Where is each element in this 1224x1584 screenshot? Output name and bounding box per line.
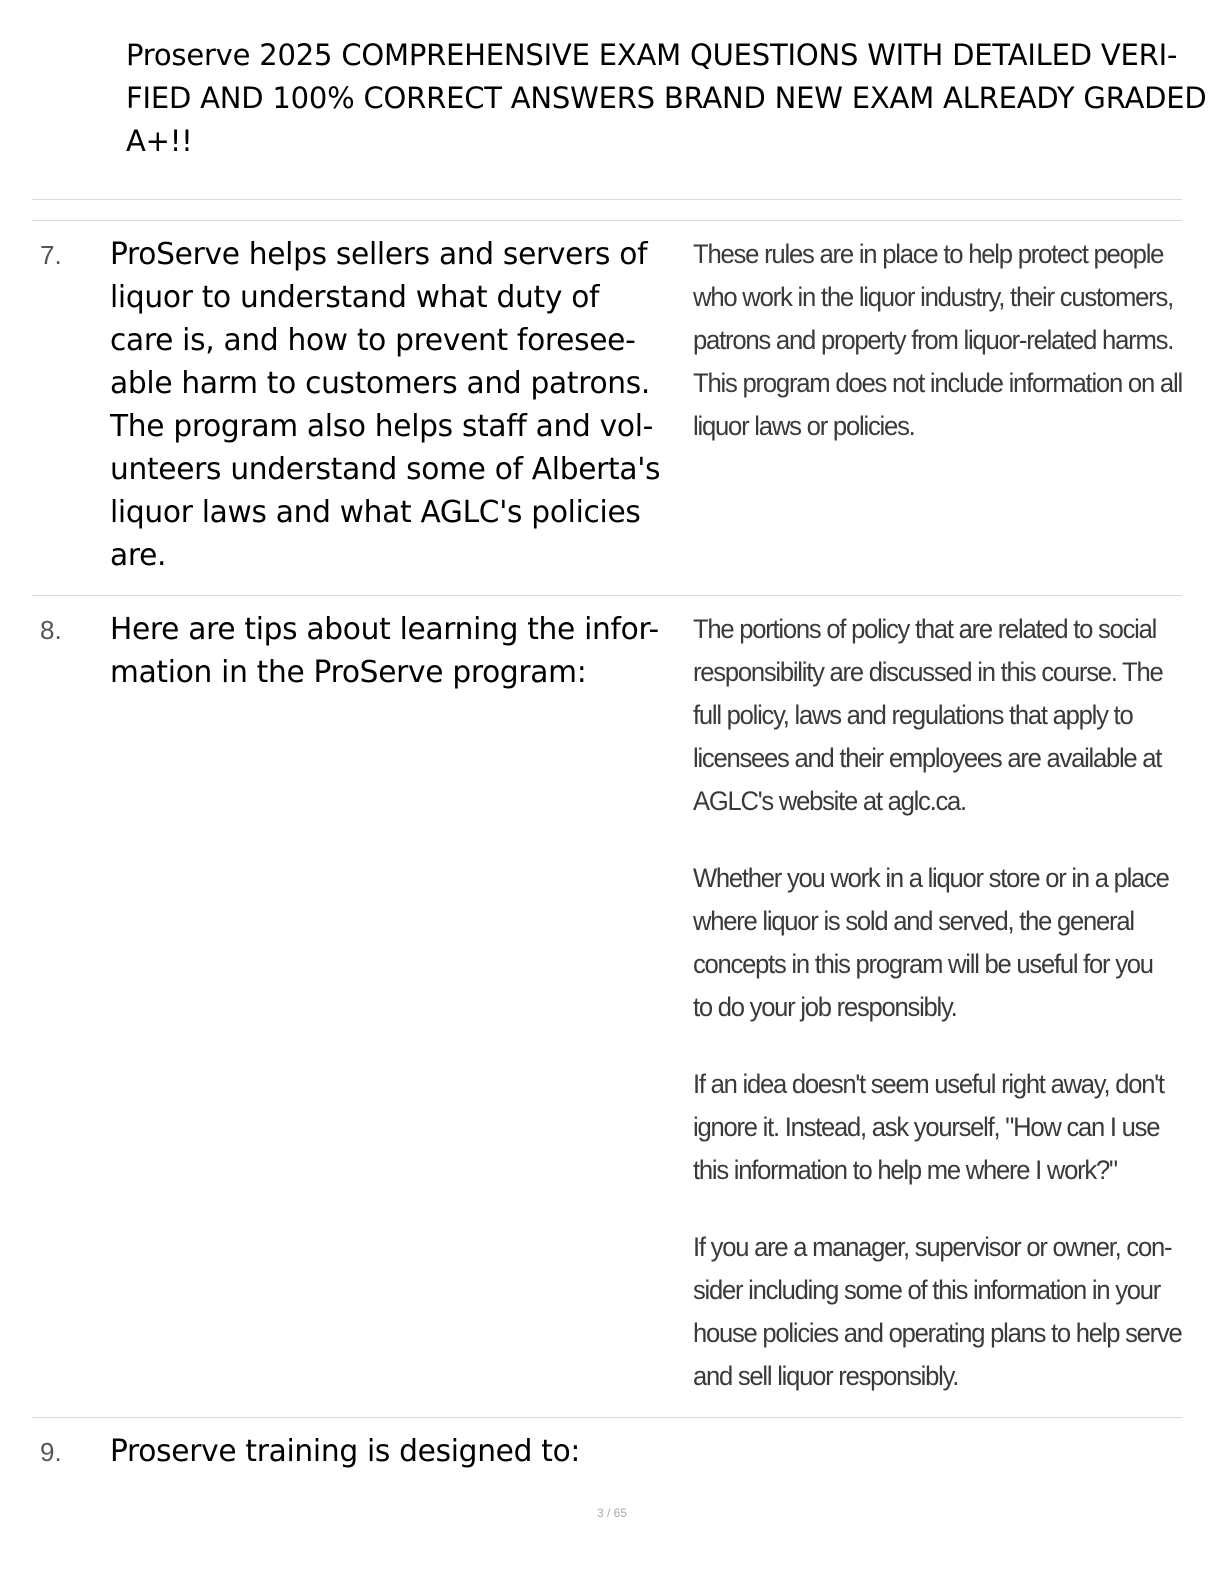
question-line: The program also helps staff and vol-	[110, 409, 654, 444]
answer-line: and sell liquor responsibly.	[693, 1361, 959, 1391]
answer-line: If an idea doesn't seem useful right away, don't	[693, 1069, 1164, 1099]
answer-line: who work in the liquor industry, their customers,	[693, 282, 1173, 312]
question-line: ProServe helps sellers and servers of	[110, 237, 648, 272]
answer-line: These rules are in place to help protect people	[693, 239, 1164, 269]
answer-line: full policy, laws and regulations that apply to	[693, 700, 1133, 730]
answer-line: sider including some of this information in your	[693, 1275, 1161, 1305]
question-line: able harm to customers and patrons.	[110, 366, 651, 401]
answer-line: This program does not include information on all	[693, 368, 1182, 398]
question-text	[110, 233, 678, 577]
question-line: are.	[110, 538, 167, 573]
question-line: mation in the ProServe program:	[110, 655, 587, 690]
question-line: liquor laws and what AGLC's policies	[110, 495, 641, 530]
page-indicator: 3 / 65	[596, 1506, 628, 1520]
question-line: Proserve training is designed to:	[110, 1434, 581, 1469]
answer-line: house policies and operating plans to help serve	[693, 1318, 1182, 1348]
answer-line: liquor laws or policies.	[693, 411, 915, 441]
answer-line: AGLC's website at aglc.ca.	[693, 786, 966, 816]
divider	[32, 1417, 1182, 1418]
answer-line: Whether you work in a liquor store or in a place	[693, 863, 1169, 893]
title-line: FIED AND 100% CORRECT ANSWERS BRAND NEW EXAM ALREADY GRADED	[126, 81, 1207, 115]
answer-line: patrons and property from liquor-related harms.	[693, 325, 1174, 355]
answer-line: to do your job responsibly.	[693, 992, 957, 1022]
title-line: Proserve 2025 COMPREHENSIVE EXAM QUESTIONS WITH DETAILED VERI-	[126, 38, 1178, 72]
answer-paragraph	[693, 608, 1167, 823]
title-line: A+!!	[126, 124, 193, 158]
card-number: 9.	[40, 1437, 62, 1467]
divider	[32, 220, 1182, 221]
question-line: liquor to understand what duty of	[110, 280, 600, 315]
answer-text	[693, 233, 1182, 482]
question-line: care is, and how to prevent foresee-	[110, 323, 636, 358]
card-number: 7.	[40, 240, 62, 270]
answer-line: where liquor is sold and served, the general	[693, 906, 1134, 936]
answer-paragraph	[693, 1226, 1182, 1398]
question-text	[110, 1430, 678, 1473]
answer-paragraph	[693, 233, 1182, 448]
divider	[32, 595, 1182, 596]
card-number: 8.	[40, 615, 62, 645]
answer-line: If you are a manager, supervisor or owner, con-	[693, 1232, 1172, 1262]
answer-line: licensees and their employees are available at	[693, 743, 1162, 773]
answer-paragraph	[693, 1063, 1167, 1192]
answer-line: concepts in this program will be useful for you	[693, 949, 1153, 979]
answer-line: The portions of policy that are related to social	[693, 614, 1157, 644]
answer-text	[693, 608, 1182, 1432]
answer-line: this information to help me where I work?"	[693, 1155, 1117, 1185]
answer-line: responsibility are discussed in this course. The	[693, 657, 1163, 687]
divider	[32, 199, 1182, 200]
answer-paragraph	[693, 857, 1167, 1029]
question-line: unteers understand some of Alberta's	[110, 452, 661, 487]
answer-line: ignore it. Instead, ask yourself, "How can I use	[693, 1112, 1160, 1142]
question-line: Here are tips about learning the infor-	[110, 612, 659, 647]
document-title	[126, 34, 1224, 163]
question-text	[110, 608, 678, 694]
